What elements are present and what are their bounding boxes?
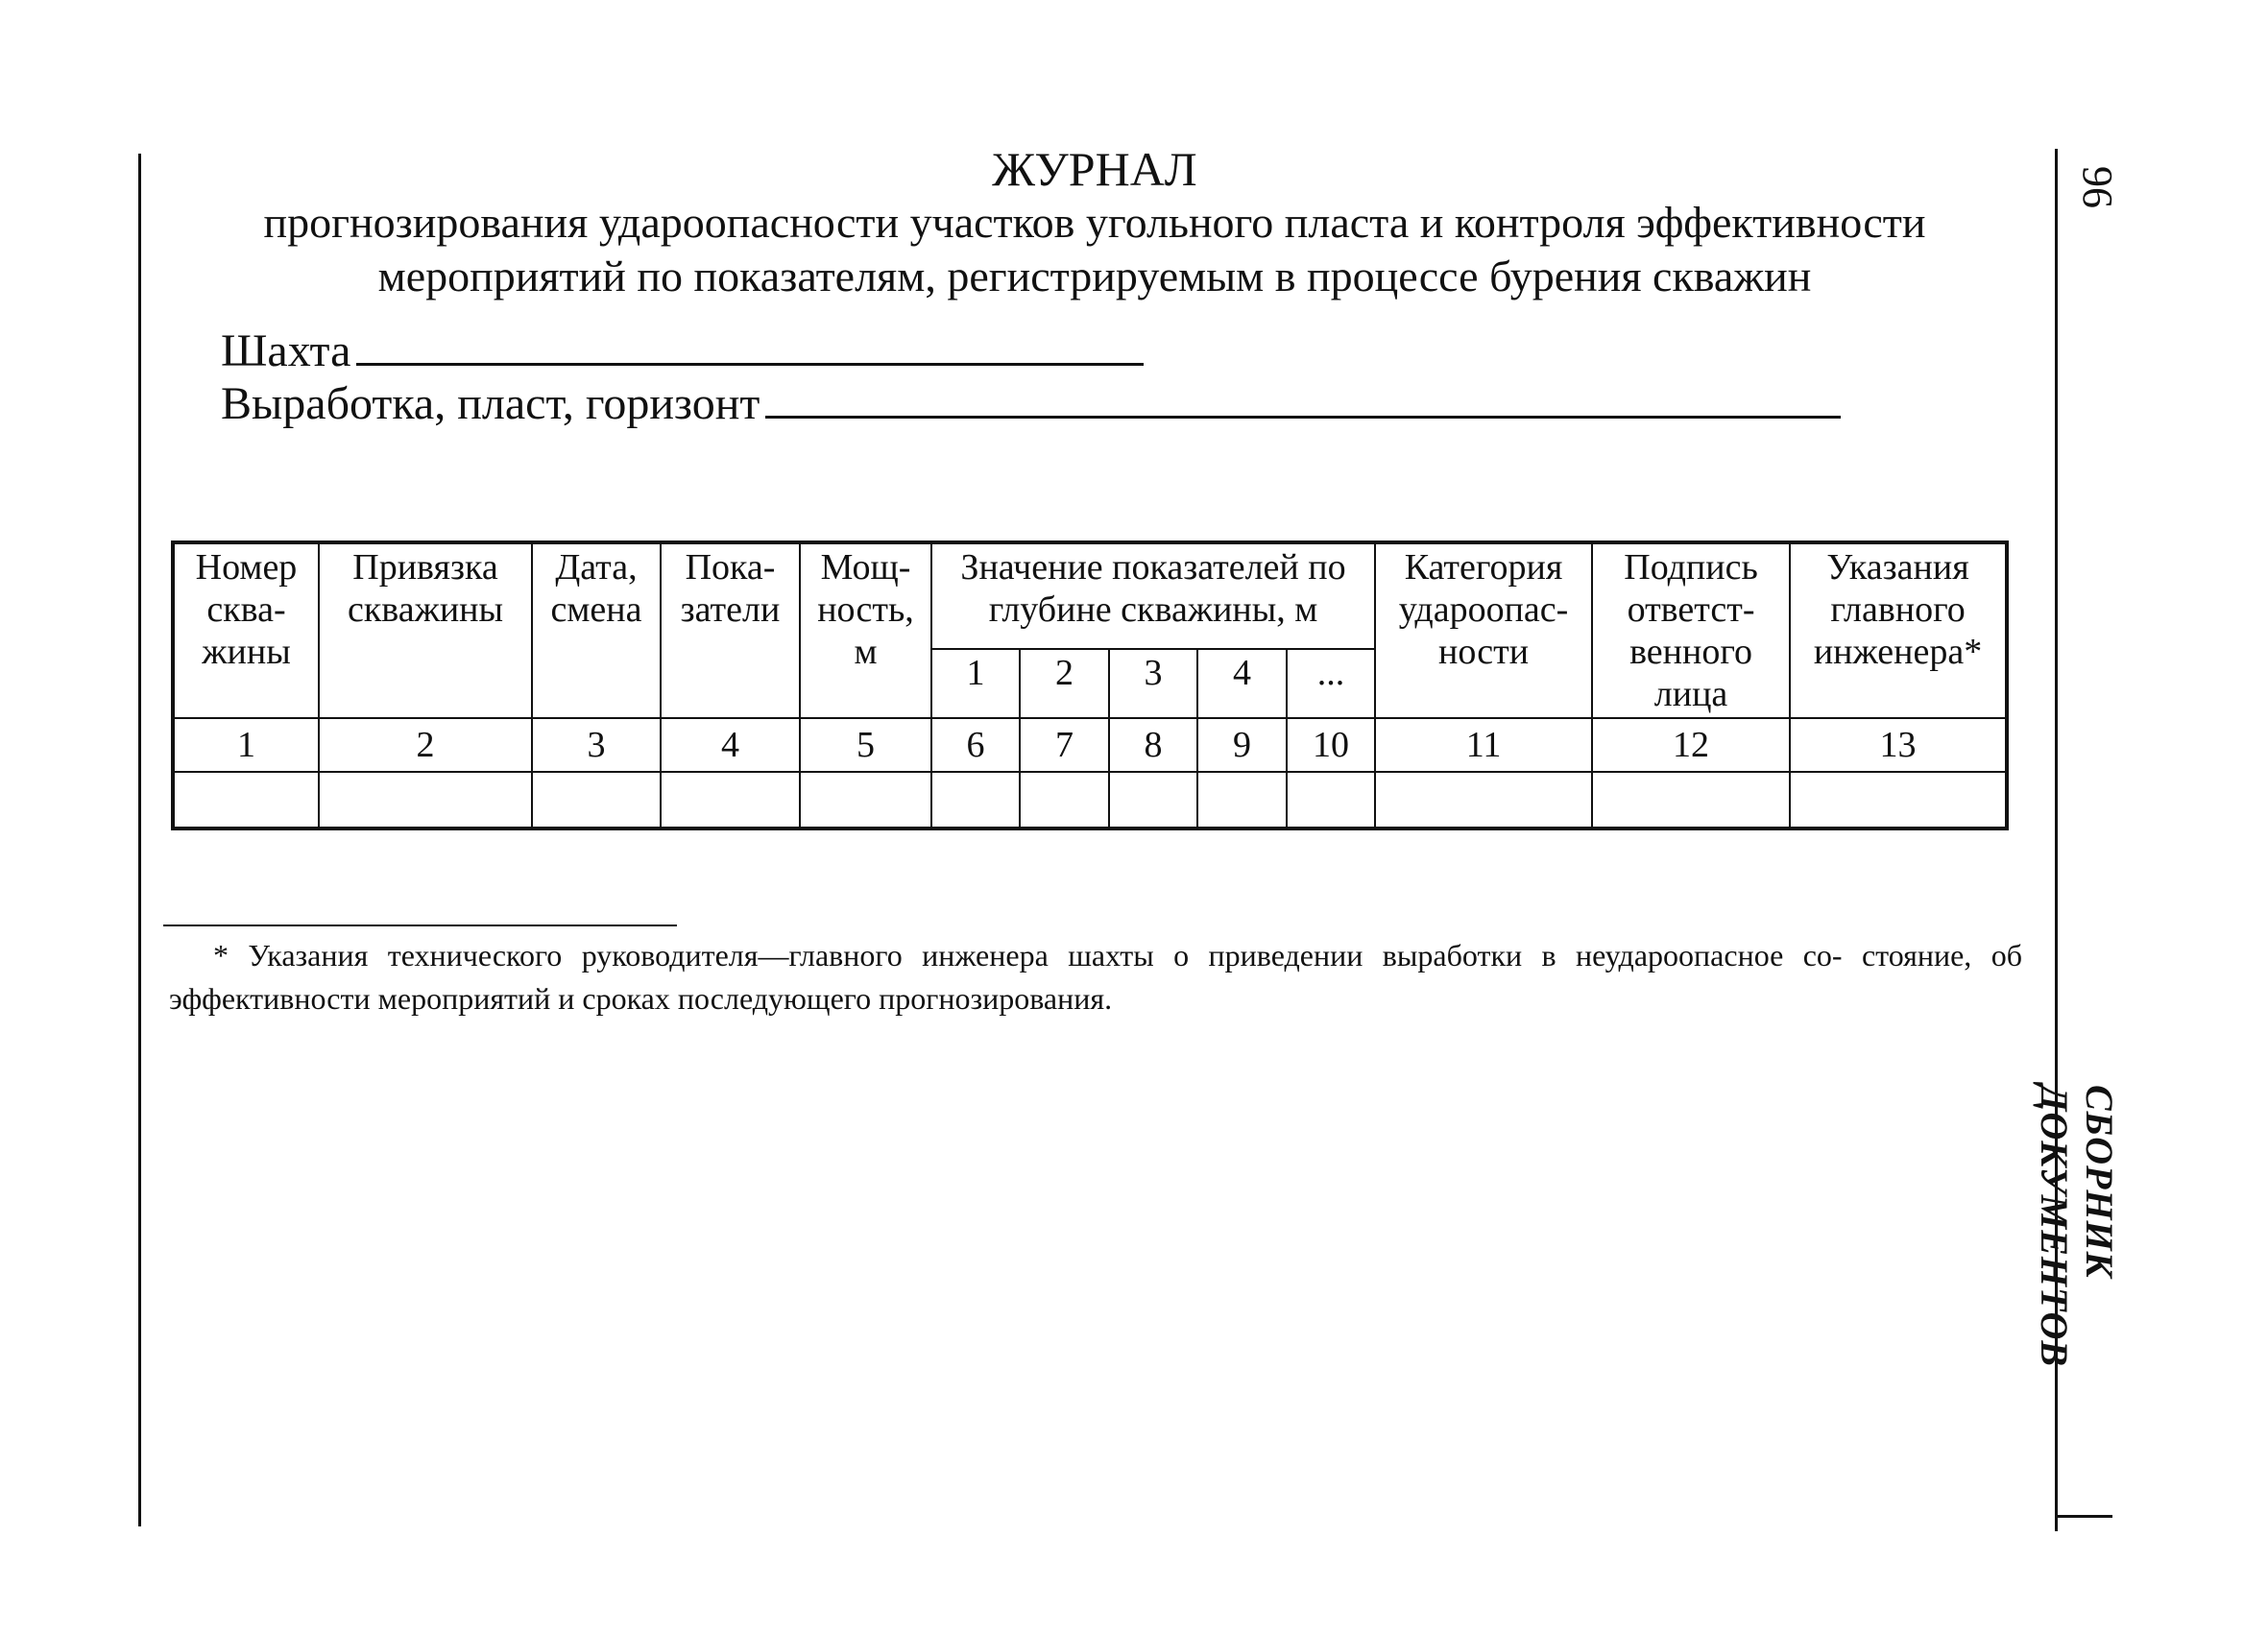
column-number: 9 xyxy=(1197,718,1287,772)
header-row xyxy=(173,542,2007,649)
entry-cell[interactable] xyxy=(319,772,532,829)
footnote xyxy=(169,934,2022,1021)
column-number: 2 xyxy=(319,718,532,772)
col-header-indicators: Пока- затели xyxy=(661,542,800,718)
column-number: 3 xyxy=(532,718,661,772)
col-header-date-shift: Дата, смена xyxy=(532,542,661,718)
running-title: СБОРНИК ДОКУМЕНТОВ xyxy=(2033,1085,2121,1368)
working-label: Выработка, пласт, горизонт xyxy=(221,378,760,429)
column-number: 7 xyxy=(1020,718,1109,772)
entry-cell[interactable] xyxy=(1197,772,1287,829)
working-blank-line[interactable] xyxy=(765,396,1841,419)
entry-cell[interactable] xyxy=(931,772,1020,829)
column-number: 11 xyxy=(1375,718,1592,772)
entry-cell[interactable] xyxy=(532,772,661,829)
footnote-separator xyxy=(163,925,677,926)
col-header-chief-engineer-notes: Указания главного инженера* xyxy=(1790,542,2007,718)
document-heading xyxy=(192,142,1997,303)
empty-entry-row xyxy=(173,772,2007,829)
document-subtitle-line-1: прогнозирования удароопасности участков угольного пласта и контроля эффективности xyxy=(263,198,1926,247)
document-title: ЖУРНАЛ xyxy=(992,142,1197,196)
depth-subcolumn: 1 xyxy=(931,649,1020,718)
col-header-signature: Подпись ответст- венного лица xyxy=(1592,542,1790,718)
column-number: 4 xyxy=(661,718,800,772)
col-header-thickness: Мощ- ность, м xyxy=(800,542,931,718)
depth-subcolumn: ... xyxy=(1287,649,1375,718)
entry-cell[interactable] xyxy=(1790,772,2007,829)
column-number: 12 xyxy=(1592,718,1790,772)
column-number: 6 xyxy=(931,718,1020,772)
entry-cell[interactable] xyxy=(800,772,931,829)
column-number: 8 xyxy=(1109,718,1197,772)
journal-table xyxy=(171,540,2009,830)
column-number: 13 xyxy=(1790,718,2007,772)
left-margin-rule xyxy=(138,154,141,1526)
page-number: 96 xyxy=(2074,166,2121,208)
entry-cell[interactable] xyxy=(1109,772,1197,829)
footnote-text: * Указания технического руководителя—главного инженера шахты о приведении выработки в неудароопасное со- стояние, об эффективности мероприятий и сроках последующего прогнозирования. xyxy=(169,938,2022,1016)
col-header-depth-values: Значение показателей по глубине скважины, м xyxy=(931,542,1375,649)
column-number-row xyxy=(173,718,2007,772)
entry-cell[interactable] xyxy=(1375,772,1592,829)
depth-subcolumn: 3 xyxy=(1109,649,1197,718)
depth-subcolumn: 4 xyxy=(1197,649,1287,718)
mine-blank-line[interactable] xyxy=(356,344,1144,366)
working-field xyxy=(221,377,1841,430)
entry-cell[interactable] xyxy=(1592,772,1790,829)
entry-cell[interactable] xyxy=(1020,772,1109,829)
column-number: 10 xyxy=(1287,718,1375,772)
col-header-well-reference: Привязка скважины xyxy=(319,542,532,718)
depth-subcolumn: 2 xyxy=(1020,649,1109,718)
document-subtitle-line-2: мероприятий по показателям, регистрируемым в процессе бурения скважин xyxy=(377,252,1812,300)
mine-label: Шахта xyxy=(221,325,351,376)
col-header-hazard-category: Категория удароопас- ности xyxy=(1375,542,1592,718)
col-header-well-number: Номер сква- жины xyxy=(173,542,319,718)
column-number: 1 xyxy=(173,718,319,772)
entry-cell[interactable] xyxy=(661,772,800,829)
running-title-underline xyxy=(2055,1515,2112,1518)
column-number: 5 xyxy=(800,718,931,772)
mine-field xyxy=(221,324,1144,377)
entry-cell[interactable] xyxy=(1287,772,1375,829)
entry-cell[interactable] xyxy=(173,772,319,829)
